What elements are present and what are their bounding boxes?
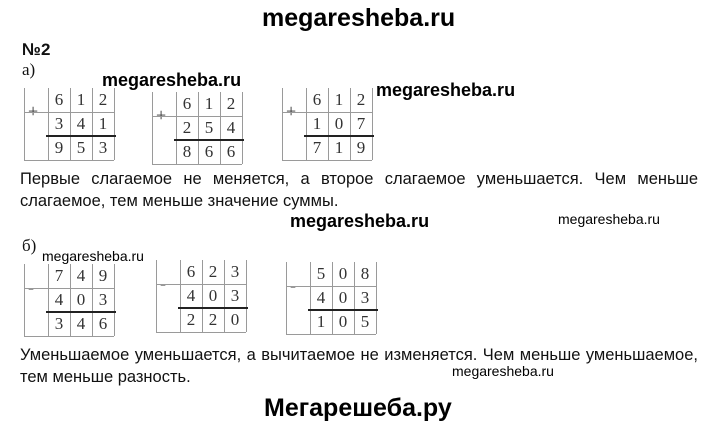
digit-cell: 4 bbox=[316, 288, 326, 307]
digit-cell: 0 bbox=[338, 312, 348, 331]
digit-cell: 0 bbox=[230, 310, 240, 329]
digit-cell: 9 bbox=[54, 138, 64, 157]
part-b-conclusion: Уменьшаемое уменьшается, а вычитаемое не изменяется. Чем меньше уменьшаемое, тем меньше разность. bbox=[20, 346, 698, 386]
digit-cell: 1 bbox=[204, 94, 214, 113]
digit-cell: 3 bbox=[98, 290, 108, 309]
digit-cell: 1 bbox=[98, 114, 108, 133]
digit-cell: 3 bbox=[230, 262, 240, 281]
watermark-mid-center: megaresheba.ru bbox=[290, 211, 430, 231]
digit-cell: 1 bbox=[312, 114, 322, 133]
digit-cell: 2 bbox=[186, 310, 196, 329]
digit-cell: 4 bbox=[186, 286, 196, 305]
digit-cell: 5 bbox=[360, 312, 370, 331]
watermark-b-bottom-right: megaresheba.ru bbox=[452, 363, 554, 379]
digit-cell: 7 bbox=[356, 114, 366, 133]
digit-cell: 3 bbox=[54, 314, 64, 333]
digit-cell: 0 bbox=[76, 290, 86, 309]
digit-cell: 2 bbox=[98, 90, 108, 109]
digit-cell: 5 bbox=[316, 264, 326, 283]
digit-cell: 6 bbox=[182, 94, 192, 113]
watermark-a-left: megaresheba.ru bbox=[102, 70, 242, 90]
task-number: №2 bbox=[22, 40, 51, 59]
part-a-label: а) bbox=[22, 60, 36, 79]
part-a-conclusion: Первые слагаемое не меняется, а второе слагаемое уменьшается. Чем меньше слагаемое, тем меньше значение суммы. bbox=[20, 170, 698, 210]
digit-cell: 4 bbox=[76, 114, 86, 133]
digit-cell: 1 bbox=[316, 312, 326, 331]
watermark-top: megaresheba.ru bbox=[262, 4, 456, 32]
digit-cell: 6 bbox=[226, 142, 236, 161]
digit-cell: 6 bbox=[312, 90, 322, 109]
digit-cell: 4 bbox=[226, 118, 236, 137]
digit-cell: 0 bbox=[338, 288, 348, 307]
digit-cell: 3 bbox=[54, 114, 64, 133]
digit-cell: 0 bbox=[334, 114, 344, 133]
footer-watermark: Мегарешеба.ру bbox=[264, 394, 452, 422]
digit-cell: 2 bbox=[182, 118, 192, 137]
digit-cell: 6 bbox=[204, 142, 214, 161]
watermark-a-right: megaresheba.ru bbox=[376, 80, 516, 100]
digit-cell: 3 bbox=[360, 288, 370, 307]
watermark-b-left: megaresheba.ru bbox=[42, 248, 144, 264]
digit-cell: 6 bbox=[54, 90, 64, 109]
digit-cell: 1 bbox=[334, 90, 344, 109]
digit-cell: 3 bbox=[230, 286, 240, 305]
digit-cell: 4 bbox=[54, 290, 64, 309]
digit-cell: 8 bbox=[182, 142, 192, 161]
digit-cell: 5 bbox=[76, 138, 86, 157]
watermark-mid-right: megaresheba.ru bbox=[558, 211, 660, 227]
part-b-label: б) bbox=[22, 236, 37, 255]
digit-cell: 8 bbox=[360, 264, 370, 283]
digit-cell: 7 bbox=[54, 266, 64, 285]
digit-cell: 0 bbox=[208, 286, 218, 305]
digit-cell: 5 bbox=[204, 118, 214, 137]
digit-cell: 1 bbox=[334, 138, 344, 157]
digit-cell: 6 bbox=[98, 314, 108, 333]
digit-cell: 6 bbox=[186, 262, 196, 281]
digit-cell: 2 bbox=[356, 90, 366, 109]
digit-cell: 2 bbox=[208, 310, 218, 329]
digit-cell: 9 bbox=[98, 266, 108, 285]
digit-cell: 2 bbox=[226, 94, 236, 113]
digit-cell: 1 bbox=[76, 90, 86, 109]
digit-cell: 4 bbox=[76, 266, 86, 285]
digit-cell: 2 bbox=[208, 262, 218, 281]
digit-cell: 4 bbox=[76, 314, 86, 333]
digit-cell: 9 bbox=[356, 138, 366, 157]
digit-cell: 0 bbox=[338, 264, 348, 283]
digit-cell: 7 bbox=[312, 138, 322, 157]
digit-cell: 3 bbox=[98, 138, 108, 157]
